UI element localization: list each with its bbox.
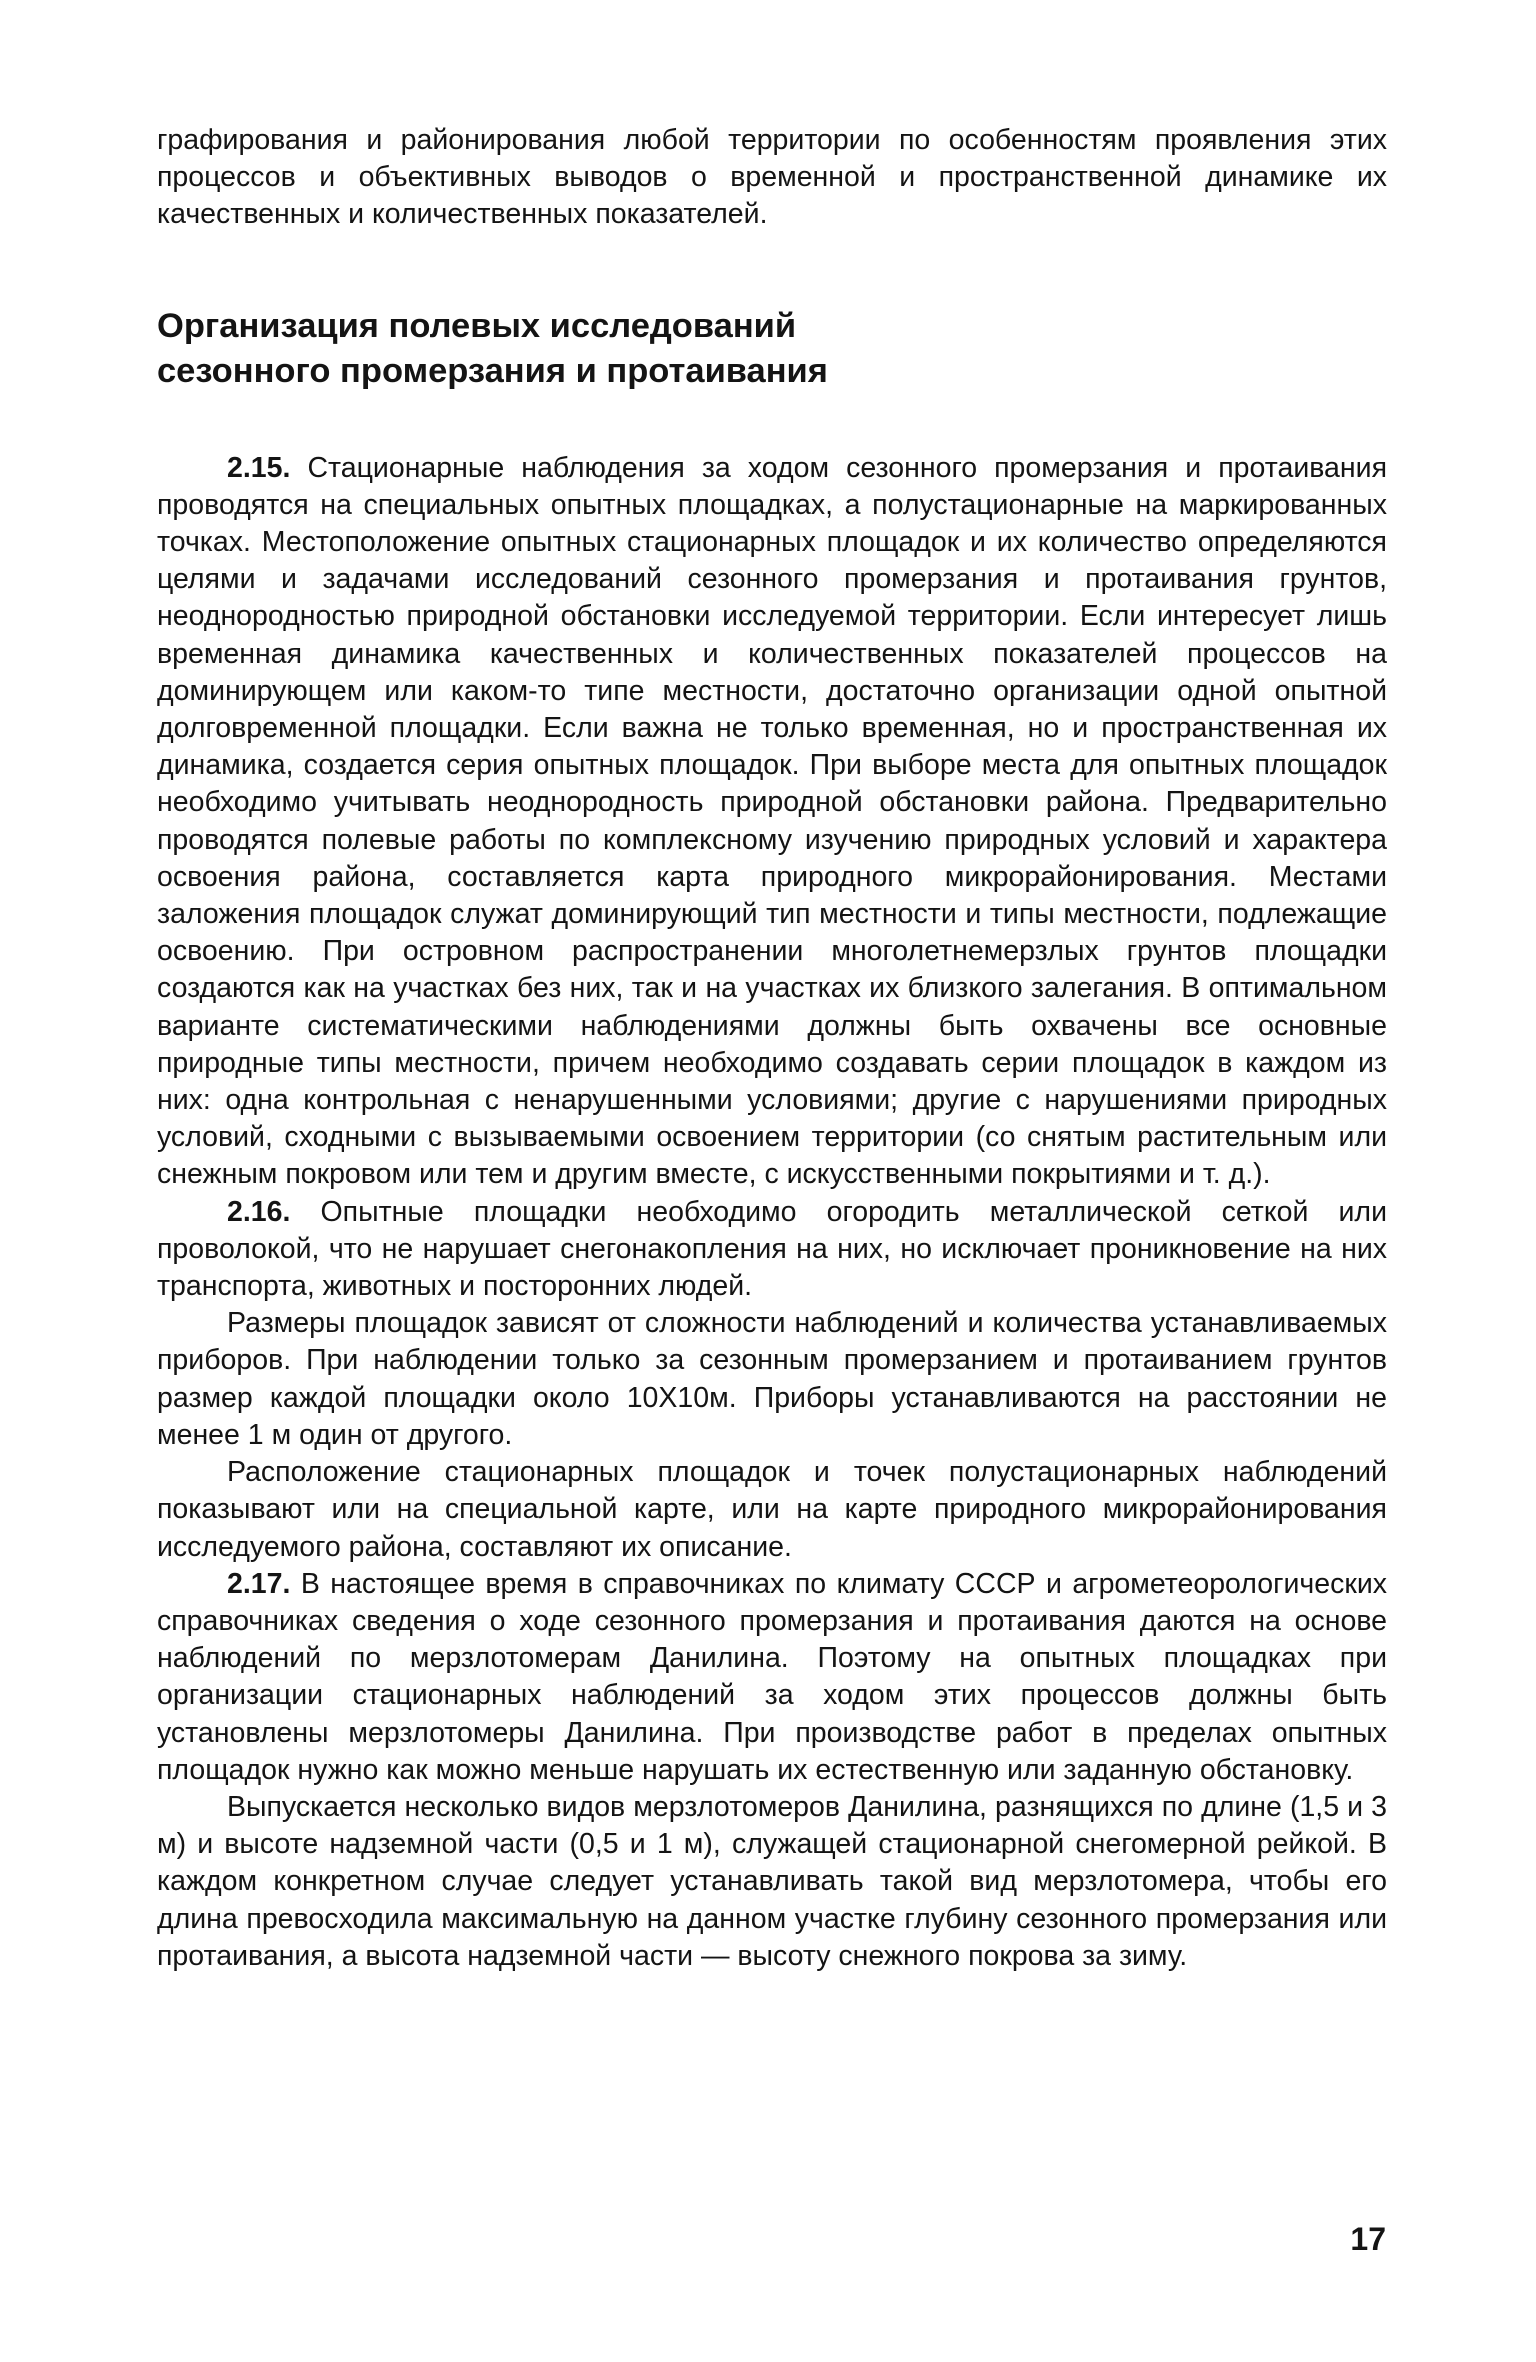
intro-paragraph: графирования и районирования любой территории по особенностям проявления этих процессов и объективных выводов о временной и пространственной динамике их качественных и количественных показателей. [157,124,1387,231]
paragraph-number-2-15: 2.15. [227,451,291,484]
paragraph-2-15 [157,450,1387,1194]
paragraph-text-2-15: Стационарные наблюдения за ходом сезонного промерзания и протаивания проводятся на специальных опытных площадках, а полустационарные на маркированных точках. Местоположение опытных стационарных площадок и их количество определяются целями и задачами исследований сезонного промерзания и протаивания грунтов, неоднородностью природной обстановки исследуемой территории. Если интересует лишь временная динамика качественных и количественных показателей процессов на доминирующем или каком-то типе местности, достаточно организации одной опытной долговременной площадки. Если важна не только временная, но и пространственная их динамика, создается серия опытных площадок. При выборе места для опытных площадок необходимо учитывать неоднородность природной обстановки района. Предварительно проводятся полевые работы по комплексному изучению природных условий и характера освоения района, составляется карта природного микрорайонирования. Местами заложения площадок служат доминирующий тип местности и типы местности, подлежащие освоению. При островном распространении многолетнемерзлых грунтов площадки создаются как на участках без них, так и на участках их близкого залегания. В оптимальном варианте систематическими наблюдениями должны быть охвачены все основные природные типы местности, причем необходимо создавать серии площадок в каждом из них: одна контрольная с ненарушенными условиями; другие с нарушениями природных условий, сходными с вызываемыми освоением территории (со снятым растительным или снежным покровом или тем и другим вместе, с искусственными покрытиями и т. д.). [157,451,1388,1191]
paragraph-plot-sizes: Размеры площадок зависят от сложности наблюдений и количества устанавливаемых приборов. При наблюдении только за сезонным промерзанием и протаиванием грунтов размер каждой площадки около 10Х10м. Приборы устанавливаются на расстоянии не менее 1 м один от другого. [157,1307,1387,1451]
paragraph-text-2-17: В настоящее время в справочниках по климату СССР и агрометеорологических справочниках сведения о ходе сезонного промерзания и протаивания даются на основе наблюдений по мерзлотомерам Данилина. Поэтому на опытных площадках при организации стационарных наблюдений за ходом этих процессов должны быть установлены мерзлотомеры Данилина. При производстве работ в пределах опытных площадок нужно как можно меньше нарушать их естественную или заданную обстановку. [157,1567,1387,1786]
paragraph-number-2-16: 2.16. [227,1195,291,1228]
page-body [157,122,1387,1975]
section-heading [157,304,1387,394]
paragraph-plot-location: Расположение стационарных площадок и точек полустационарных наблюдений показывают или на специальной карте, или на карте природного микрорайонирования исследуемого района, составляют их описание. [157,1456,1387,1563]
section-heading-line-2: сезонного промерзания и протаивания [157,351,828,390]
section-heading-line-1: Организация полевых исследований [157,306,797,345]
page-number: 17 [1350,2221,1386,2257]
paragraph-frost-gauge-types: Выпускается несколько видов мерзлотомеров Данилина, разнящихся по длине (1,5 и 3 м) и высоте надземной части (0,5 и 1 м), служащей стационарной снегомерной рейкой. В каждом конкретном случае следует устанавливать такой вид мерзлотомера, чтобы его длина превосходила максимальную на данном участке глубину сезонного промерзания или протаивания, а высота надземной части — высоту снежного покрова за зиму. [157,1790,1387,1972]
paragraph-number-2-17: 2.17. [227,1567,291,1600]
paragraph-2-16 [157,1194,1387,1306]
paragraph-2-17 [157,1566,1387,1789]
paragraph-text-2-16: Опытные площадки необходимо огородить металлической сеткой или проволокой, что не нарушает снегонакопления на них, но исключает проникновение на них транспорта, животных и посторонних людей. [157,1195,1387,1303]
